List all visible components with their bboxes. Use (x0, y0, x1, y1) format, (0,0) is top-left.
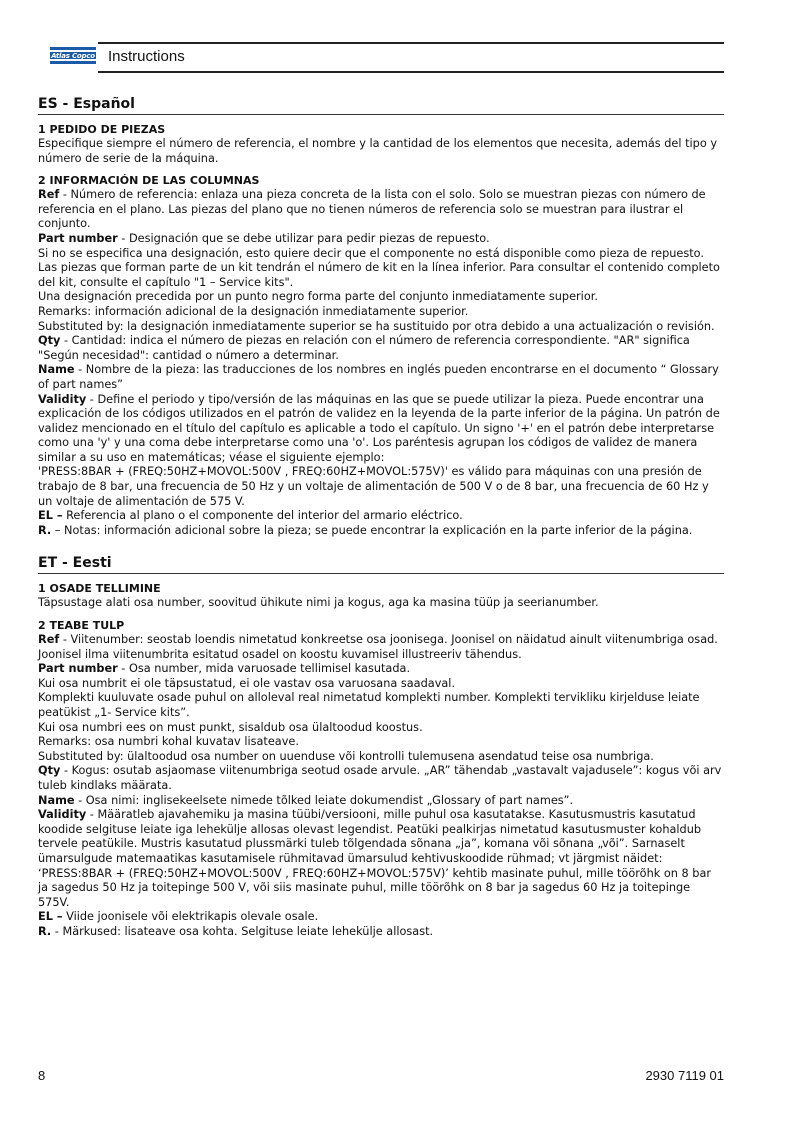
document-number: 2930 7119 01 (645, 1068, 724, 1083)
et-el-paragraph (38, 910, 724, 925)
et-part-term: Part number (38, 662, 118, 676)
es-ref-paragraph (38, 188, 724, 232)
es-paragraph-2: Una designación precedida por un punto negro forma parte del conjunto inmediatamente superior. (38, 290, 598, 304)
et-r-term: R. (38, 924, 52, 938)
logo-text: Atlas Copco (51, 51, 95, 60)
section-title-es: ES - Español (38, 95, 724, 115)
et-qty-paragraph (38, 764, 724, 793)
et-el-text: Viide joonisele või elektrikapis olevale osale. (62, 910, 319, 924)
es-qty-text: - Cantidad: indica el número de piezas en relación con el número de referencia correspondiente. "AR" significa "Según necesidad": cantidad o número a determinar. (38, 334, 690, 362)
es-qty-paragraph (38, 334, 724, 363)
et-r-paragraph (38, 925, 724, 940)
et-ref-paragraph (38, 633, 724, 662)
et-validity-text: - Määratleb ajavahemiku ja masina tüübi/versiooni, mille puhul osa kasutatakse. Kasutusmustris kasutatud koodide selgituse leiate iga lehekülje allosas olevast legendist. Peatüki pealkirjas nimetatud kasutusmuster kohaldub tervele peatükile. Mustris kasutatud plussmärki tuleb tõlgendada sõnana „ja”, komana või sõnana „või”. Sarnaselt ümarsulgude matemaatikas kasutamisele rühmitavad ümarsulud kehtivuskoodide rühmad; vt järgmist näidet: ‘PRESS:8BAR + (FREQ:50HZ+MOVOL:500V , FREQ:60HZ+MOVOL:575V)’ kehtib masinate puhul, mille töörõhk on 8 bar ja sagedus 50 Hz ja toitepinge 500 V, või siis masinate puhul, mille töörõhk on 8 bar ja sagedus 60 Hz ja toitepinge 575V. (38, 808, 712, 909)
es-ordering-text: Especifique siempre el número de referencia, el nombre y la cantidad de los elementos que necesita, además del tipo y número de serie de la máquina. (38, 137, 718, 165)
es-part-term: Part number (38, 231, 118, 245)
et-paragraph-3: Kui osa numbri ees on must punkt, sisaldub osa ülaltoodud koostus. (38, 720, 423, 734)
es-r-term: R. (38, 523, 52, 537)
es-el-term: EL – (38, 509, 63, 523)
atlas-copco-logo (50, 47, 96, 64)
et-paragraph-2: Komplekti kuuluvate osade puhul on alloleval real nimetatud komplekti number. Komplekti tervikliku kirjelduse leiate peatükist „1- Service kits”. (38, 691, 700, 719)
es-ref-text: - Número de referencia: enlaza una pieza concreta de la lista con el solo. Solo se muestran piezas con número de referencia en el plano. Las piezas del plano que no tienen números de referencia solo se muestran para ilustrar el conjunto. (38, 188, 706, 231)
es-part-paragraph (38, 232, 724, 247)
section-et (38, 554, 724, 939)
page-header (38, 42, 724, 72)
et-subtitle-ordering: 1 OSADE TELLIMINE (38, 582, 161, 596)
es-subtitle-columns: 2 INFORMACIÓN DE LAS COLUMNAS (38, 174, 260, 188)
et-paragraph-4: Remarks: osa numbri kohal kuvatav lisateave. (38, 735, 299, 749)
et-name-paragraph (38, 794, 724, 809)
et-part-paragraph (38, 662, 724, 677)
et-paragraph-5: Substituted by: ülaltoodud osa number on uuenduse või kontrolli tulemusena asendatud teise osa numbriga. (38, 749, 654, 763)
es-validity-term: Validity (38, 392, 87, 406)
es-paragraph-3: Remarks: información adicional de la designación inmediatamente superior. (38, 304, 469, 318)
header-title: Instructions (108, 48, 185, 65)
page-number: 8 (38, 1068, 46, 1083)
es-r-text: – Notas: información adicional sobre la pieza; se puede encontrar la explicación en la parte inferior de la página. (51, 523, 693, 537)
et-validity-term: Validity (38, 808, 87, 822)
es-validity-paragraph (38, 393, 724, 466)
et-subtitle-columns: 2 TEABE TULP (38, 619, 125, 633)
header-rule-bottom (98, 71, 724, 73)
es-validity-text: - Define el periodo y tipo/versión de las máquinas en las que se puede utilizar la pieza. Puede encontrar una explicación de los códigos utilizados en el patrón de validez en la leyenda de la parte inferior de la página. Un patrón de validez mencionado en el título del capítulo es aplicable a todo el capítulo. Un signo '+' en el patrón debe interpretarse como una 'y' y una coma debe interpretarse como una 'o'. Los paréntesis agrupan los códigos de validez de manera similar a su uso en matemáticas; véase el siguiente ejemplo: (38, 392, 720, 464)
et-r-text: - Märkused: lisateave osa kohta. Selgituse leiate lehekülje allosast. (51, 924, 434, 938)
es-paragraph-4: Substituted by: la designación inmediatamente superior se ha sustituido por otra debido a una actualización o revisión. (38, 319, 715, 333)
et-qty-term: Qty (38, 764, 61, 778)
section-es (38, 95, 724, 538)
es-part-text: - Designación que se debe utilizar para pedir piezas de repuesto. (117, 231, 490, 245)
section-title-et: ET - Eesti (38, 554, 724, 574)
et-validity-paragraph (38, 808, 724, 910)
et-ref-text: - Viitenumber: seostab loendis nimetatud konkreetse osa joonisega. Joonisel on näidatud ainult viitenumbriga osad. Joonisel ilma viitenumbrita esitatud osadel on koostu kuvamisel illustreeriv tähendus. (38, 633, 718, 661)
et-paragraph-1: Kui osa numbrit ei ole täpsustatud, ei ole vastav osa varuosana saadaval. (38, 676, 456, 690)
es-subtitle-ordering: 1 PEDIDO DE PIEZAS (38, 123, 166, 136)
es-name-term: Name (38, 363, 75, 377)
et-part-text: - Osa number, mida varuosade tellimisel kasutada. (117, 662, 411, 676)
es-el-paragraph (38, 509, 724, 524)
es-r-paragraph (38, 524, 724, 539)
es-name-text: - Nombre de la pieza: las traducciones de los nombres en inglés pueden encontrarse en el documento “ Glossary of part names” (38, 363, 719, 391)
es-paragraph-1: Si no se especifica una designación, esto quiere decir que el componente no está disponible como pieza de repuesto. Las piezas que forman parte de un kit tendrán el número de kit en la línea inferior. Para consultar el contenido completo del kit, consulte el capítulo "1 – Service kits". (38, 246, 720, 289)
et-name-term: Name (38, 793, 75, 807)
et-ordering-text: Täpsustage alati osa number, soovitud ühikute nimi ja kogus, aga ka masina tüüp ja seerianumber. (38, 596, 599, 610)
et-name-text: - Osa nimi: inglisekeelsete nimede tõlked leiate dokumendist „Glossary of part names”. (74, 793, 574, 807)
es-paragraph-5: 'PRESS:8BAR + (FREQ:50HZ+MOVOL:500V , FREQ:60HZ+MOVOL:575V)' es válido para máquinas con una presión de trabajo de 8 bar, una frecuencia de 50 Hz y un voltaje de alimentación de 500 V o de 8 bar, una frecuencia de 60 Hz y un voltaje de alimentación de 575 V. (38, 465, 709, 508)
document-body (38, 95, 724, 948)
es-ref-term: Ref (38, 188, 60, 202)
et-ref-term: Ref (38, 633, 60, 647)
es-qty-term: Qty (38, 334, 61, 348)
es-name-paragraph (38, 363, 724, 392)
es-el-text: Referencia al plano o el componente del interior del armario eléctrico. (62, 509, 463, 523)
et-el-term: EL – (38, 910, 63, 924)
header-rule-top (98, 42, 724, 44)
et-qty-text: - Kogus: osutab asjaomase viitenumbriga seotud osade arvule. „AR” tähendab „vastavalt vajadusele”: kogus või arv tuleb kindlaks määrata. (38, 764, 722, 792)
